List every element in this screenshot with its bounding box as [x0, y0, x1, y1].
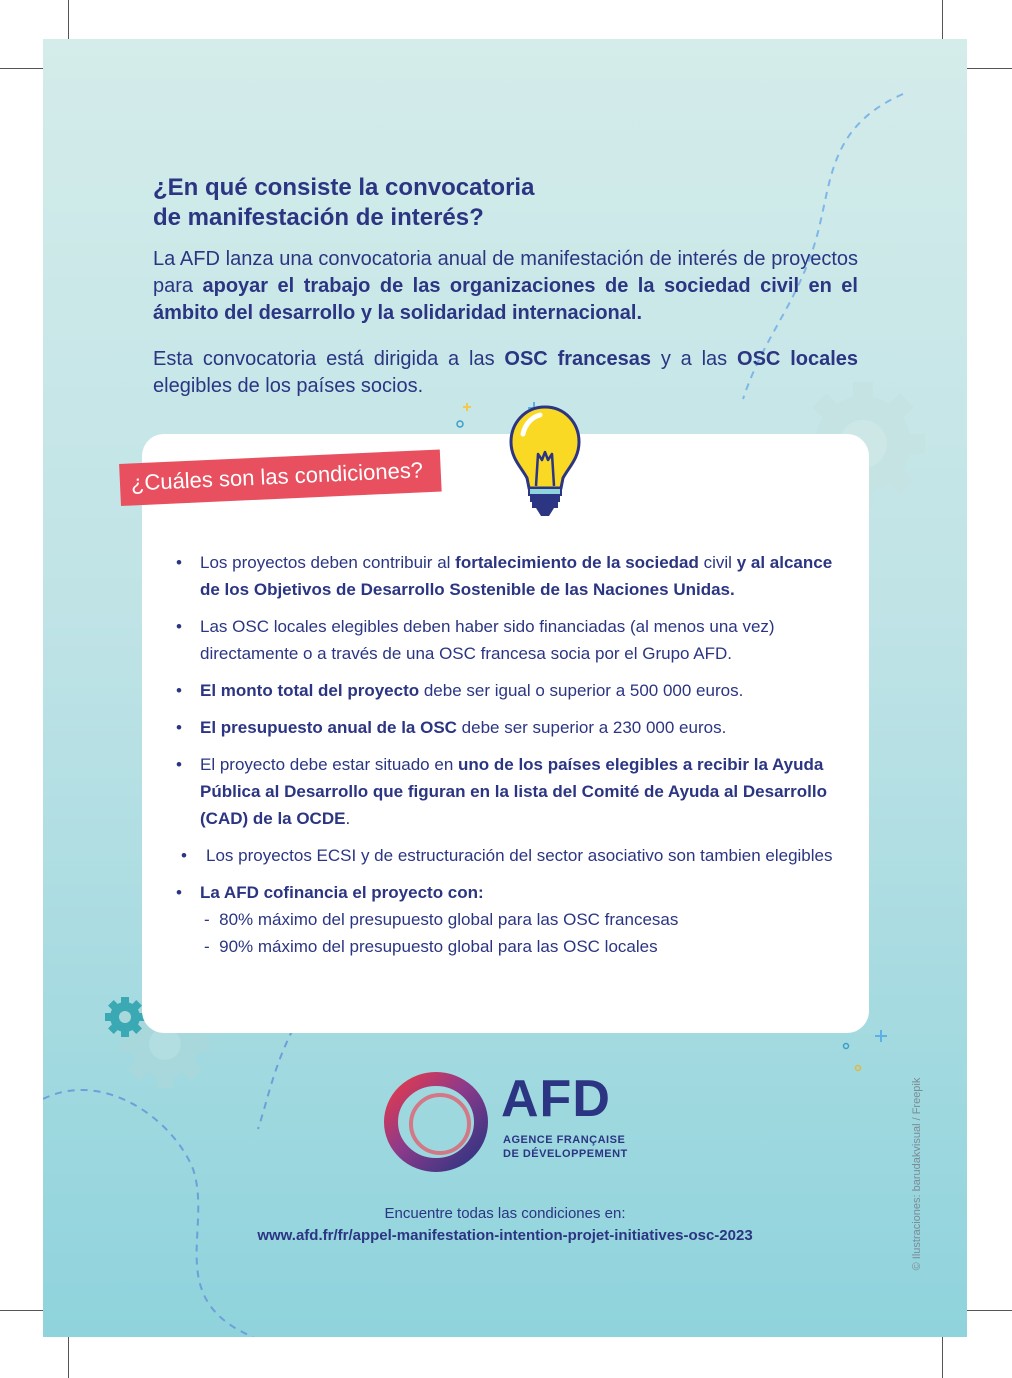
- item-text: El proyecto debe estar situado en: [200, 755, 458, 774]
- dash: -: [204, 937, 210, 956]
- list-item: [176, 751, 836, 832]
- bullet: •: [181, 846, 187, 865]
- sub-item: [200, 937, 658, 956]
- item-text: debe ser igual o superior a 500 000 euros.: [419, 681, 744, 700]
- lightbulb-icon: [508, 404, 582, 522]
- item-emphasis: La AFD cofinancia el proyecto con:: [200, 883, 484, 902]
- bullet: •: [176, 718, 182, 737]
- list-item: [176, 613, 836, 667]
- dash: -: [204, 910, 210, 929]
- sub-item-text: 90% máximo del presupuesto global para las OSC locales: [219, 937, 658, 956]
- bullet: •: [176, 617, 182, 636]
- list-item: [176, 677, 836, 704]
- bullet: •: [176, 681, 182, 700]
- target-text: elegibles de los países socios.: [153, 375, 424, 397]
- item-emphasis: uno de los países elegibles a recibir la Ayuda Pública al Desarrollo que figuran en la lista del Comité de Ayuda al Desarrollo (CAD) de la OCDE: [200, 755, 827, 828]
- credits: [910, 1059, 924, 1289]
- gear-icon: [105, 997, 145, 1037]
- item-emphasis: fortalecimiento de la sociedad: [455, 553, 699, 572]
- intro-emphasis: apoyar el trabajo de las organizaciones de la sociedad civil en el ámbito del desarrollo y la solidaridad internacional.: [153, 275, 858, 324]
- target-text: Esta convocatoria está dirigida a las: [153, 348, 505, 370]
- target-emphasis: OSC francesas: [504, 348, 651, 370]
- item-emphasis: El monto total del proyecto: [200, 681, 420, 700]
- afd-ring-icon: [383, 1072, 489, 1172]
- bullet: •: [176, 553, 182, 572]
- bullet: •: [176, 755, 182, 774]
- item-text: .: [345, 809, 351, 828]
- list-item: [176, 842, 836, 869]
- sub-item-text: 80% máximo del presupuesto global para las OSC francesas: [219, 910, 679, 929]
- item-emphasis: y al alcance de los Objetivos de Desarrollo Sostenible de las Naciones Unidas.: [200, 553, 833, 599]
- bullet: •: [176, 883, 182, 902]
- sub-item: [200, 910, 678, 929]
- target-paragraph: [153, 346, 858, 400]
- intro-title-line: de manifestación de interés?: [153, 204, 484, 231]
- credits-text: © Ilustraciones: barudakvisual / Freepik: [911, 1077, 923, 1271]
- target-text: y a las: [650, 348, 738, 370]
- item-text: debe ser superior a 230 000 euros.: [456, 718, 727, 737]
- item-emphasis: El presupuesto anual de la OSC: [200, 718, 457, 737]
- flyer-page: [43, 39, 967, 1337]
- sparkle-icon: [463, 403, 471, 411]
- afd-wordmark: AFD: [501, 1070, 611, 1128]
- list-item: [176, 879, 836, 960]
- conditions-list: [176, 549, 836, 970]
- item-text: Los proyectos ECSI y de estructuración del sector asociativo son tambien elegibles: [206, 846, 833, 865]
- afd-subtitle: AGENCE FRANÇAISE: [503, 1134, 626, 1146]
- item-text: Los proyectos deben contribuir al: [200, 553, 456, 572]
- intro-text: La AFD lanza una convocatoria anual de manifestación de interés de proyectos para: [153, 248, 858, 297]
- intro-title: [153, 173, 534, 233]
- item-text: Las OSC locales elegibles deben haber sido financiadas (al menos una vez) directamente o a través de una OSC francesa socia por el Grupo AFD.: [200, 617, 775, 663]
- conditions-heading: ¿Cuáles son las condiciones?: [119, 449, 442, 506]
- footer-url-link[interactable]: www.afd.fr/fr/appel-manifestation-intention-projet-initiatives-osc-2023: [257, 1227, 753, 1244]
- intro-paragraph: [153, 246, 858, 327]
- afd-subtitle: DE DÉVELOPPEMENT: [503, 1148, 628, 1160]
- intro-title-line: ¿En qué consiste la convocatoria: [153, 174, 535, 201]
- footer-text: Encuentre todas las condiciones en:: [384, 1205, 626, 1222]
- target-emphasis: OSC locales: [737, 348, 859, 370]
- list-item: [176, 714, 836, 741]
- item-text: civil: [698, 553, 737, 572]
- dashed-curve-icon: [258, 1029, 293, 1129]
- list-item: [176, 549, 836, 603]
